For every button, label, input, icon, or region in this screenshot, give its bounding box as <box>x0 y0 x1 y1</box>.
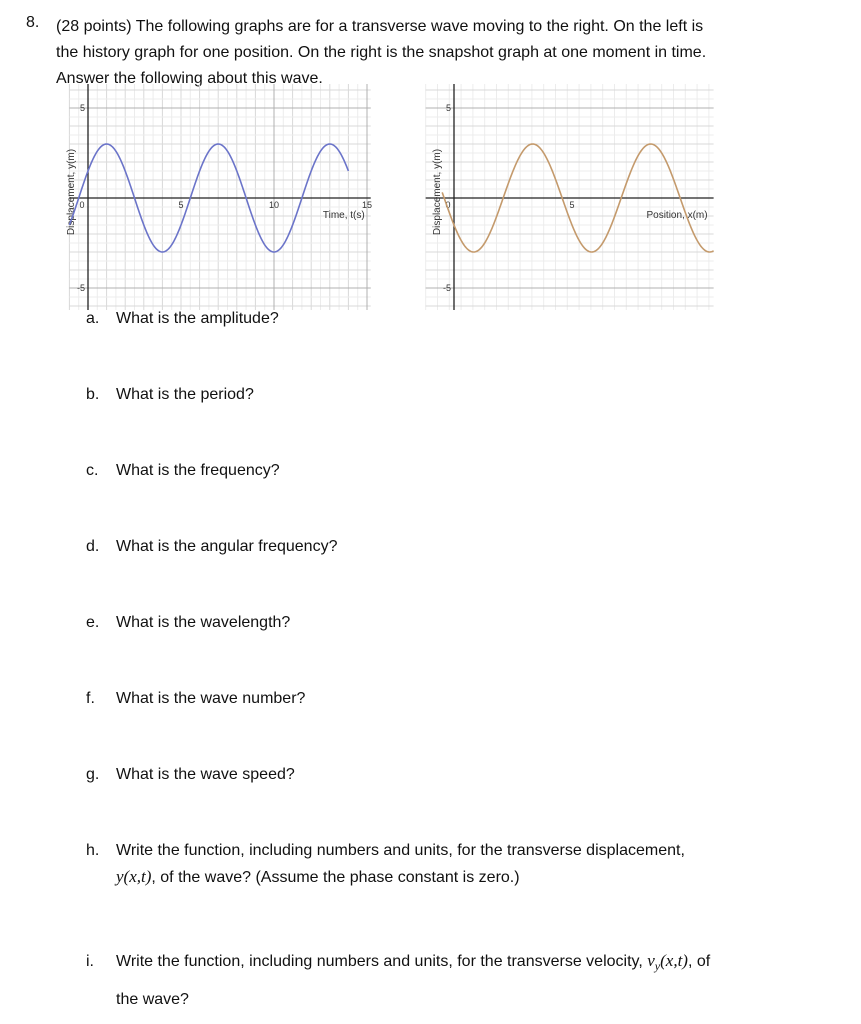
y-tick-label: -5 <box>76 283 85 293</box>
question-label: f. <box>86 690 95 707</box>
question-text: What is the amplitude? <box>116 310 279 327</box>
question-text: What is the frequency? <box>116 462 280 479</box>
question-intro <box>56 14 816 92</box>
x-axis-label: Time, t(s) <box>322 210 365 221</box>
x-tick-label: 5 <box>178 200 184 210</box>
question-h <box>86 838 685 891</box>
question-number: 8. <box>26 14 40 31</box>
x-tick-label: 10 <box>268 200 280 210</box>
question-a <box>86 306 279 332</box>
question-text: What is the wave number? <box>116 690 306 707</box>
question-label: g. <box>86 766 100 783</box>
intro-line: the history graph for one position. On the right is the snapshot graph at one moment in time. <box>56 44 707 61</box>
velocity-subscript: y <box>654 959 661 974</box>
y-tick-label: -5 <box>442 283 451 293</box>
velocity-args: (x,t) <box>660 951 688 970</box>
intro-line: (28 points) The following graphs are for a transverse wave moving to the right. On the left is <box>56 18 704 35</box>
question-text: Write the function, including numbers and units, for the transverse velocity, <box>116 953 643 970</box>
question-d <box>86 534 337 560</box>
y-axis-label: Displacement, y(m) <box>432 148 443 236</box>
question-label: b. <box>86 386 100 403</box>
question-text-end: , of the wave? (Assume the phase constant is zero.) <box>151 869 520 886</box>
question-label: e. <box>86 614 100 631</box>
question-label: i. <box>86 953 94 970</box>
x-tick-label: 0 <box>79 200 85 210</box>
question-continuation <box>86 864 685 891</box>
intro-line: Answer the following about this wave. <box>56 70 323 87</box>
question-label: d. <box>86 538 100 555</box>
displacement-function: y(x,t) <box>116 867 152 886</box>
velocity-symbol: v <box>647 951 655 970</box>
question-text: What is the wavelength? <box>116 614 291 631</box>
question-g <box>86 762 295 788</box>
question-e <box>86 610 290 636</box>
x-axis-label: Position, x(m) <box>646 210 708 221</box>
y-axis-label: Displacement, y(m) <box>66 148 77 236</box>
y-tick-label: 5 <box>445 103 451 113</box>
y-tick-label: 5 <box>79 103 85 113</box>
question-label: c. <box>86 462 99 479</box>
question-continuation: the wave? <box>116 991 189 1009</box>
question-b <box>86 382 254 408</box>
question-f <box>86 686 305 712</box>
question-text: Write the function, including numbers and units, for the transverse displacement, <box>116 842 685 859</box>
x-tick-label: 5 <box>569 200 575 210</box>
question-i <box>86 944 710 1017</box>
question-c <box>86 458 280 484</box>
question-text: What is the wave speed? <box>116 766 295 783</box>
question-text-end: , of <box>687 953 711 970</box>
question-text: What is the angular frequency? <box>116 538 338 555</box>
question-text: What is the period? <box>116 386 254 403</box>
question-label: a. <box>86 310 100 327</box>
x-tick-label: 0 <box>445 200 451 210</box>
history-graph <box>56 88 380 302</box>
question-label: h. <box>86 842 100 859</box>
x-tick-label: 15 <box>361 200 373 210</box>
snapshot-graph <box>418 88 712 302</box>
